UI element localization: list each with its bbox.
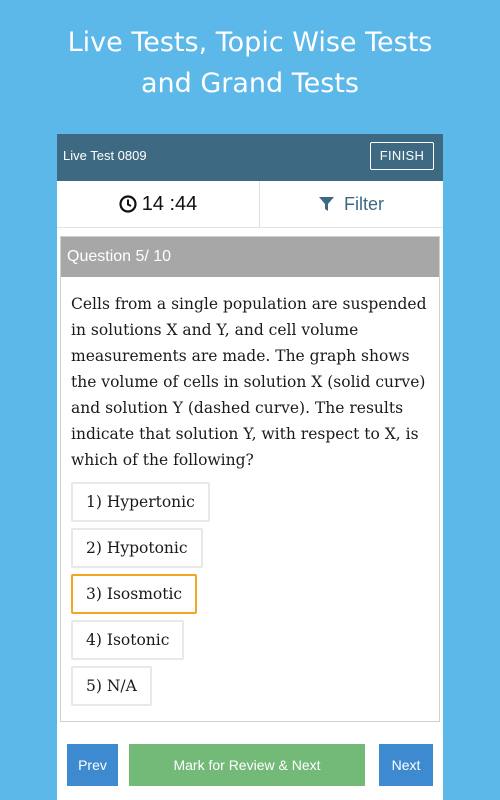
header-bar bbox=[57, 134, 443, 181]
option-3-selected[interactable]: 3) Isosmotic bbox=[71, 574, 197, 614]
timer bbox=[57, 181, 260, 227]
app-screen bbox=[57, 134, 443, 800]
question-text: Cells from a single population are suspended in solutions X and Y, and cell volume measurements are made. The graph shows the volume of cells in solution X (solid curve) and solution Y (dashed curve). The results indicate that solution Y, with respect to X, is which of the following? bbox=[71, 295, 427, 469]
option-2[interactable]: 2) Hypotonic bbox=[71, 528, 203, 568]
filter-button[interactable] bbox=[260, 181, 443, 227]
option-1[interactable]: 1) Hypertonic bbox=[71, 482, 210, 522]
finish-button[interactable]: FINISH bbox=[370, 142, 434, 170]
promo-line-1: Live Tests, Topic Wise Tests bbox=[67, 27, 433, 58]
option-4[interactable]: 4) Isotonic bbox=[71, 620, 184, 660]
bottom-nav bbox=[57, 732, 443, 800]
status-bar bbox=[57, 181, 443, 228]
next-button[interactable]: Next bbox=[379, 744, 433, 786]
question-counter: Question 5/ 10 bbox=[61, 237, 439, 277]
test-title: Live Test 0809 bbox=[63, 148, 147, 163]
option-5[interactable]: 5) N/A bbox=[71, 666, 152, 706]
prev-button[interactable]: Prev bbox=[67, 744, 118, 786]
timer-value: 14 :44 bbox=[141, 192, 198, 215]
filter-label: Filter bbox=[344, 193, 384, 214]
filter-icon bbox=[319, 197, 334, 212]
promo-headline bbox=[0, 22, 500, 104]
mark-review-next-button[interactable]: Mark for Review & Next bbox=[129, 744, 365, 786]
question-card bbox=[60, 236, 440, 722]
clock-icon bbox=[119, 195, 137, 213]
promo-line-2: and Grand Tests bbox=[140, 68, 360, 99]
